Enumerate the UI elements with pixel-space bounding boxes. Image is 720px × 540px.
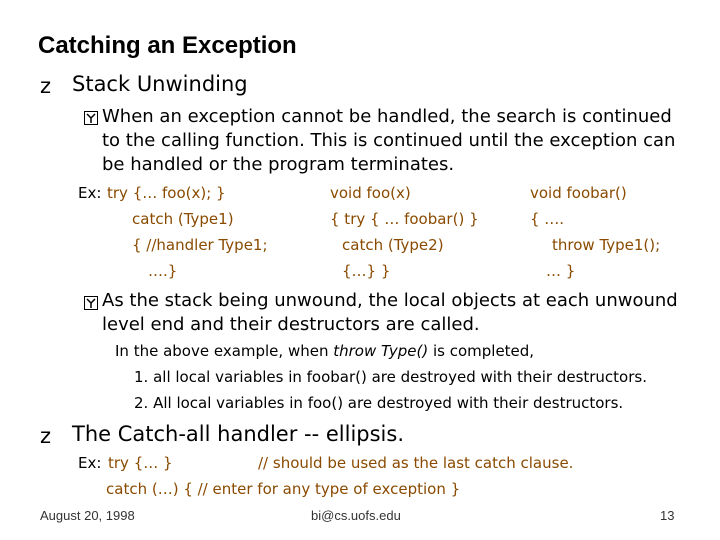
footer-date: August 20, 1998 xyxy=(40,508,135,523)
sub-bullet-line: As the stack being unwound, the local objects at each unwound xyxy=(102,290,678,311)
y-bullet-icon xyxy=(84,296,98,310)
code-line: void foo(x) xyxy=(330,184,411,202)
code-line: void foobar() xyxy=(530,184,627,202)
example-label: Ex: xyxy=(78,184,102,202)
z-bullet-icon: z xyxy=(40,74,52,98)
example-label: Ex: xyxy=(78,454,102,472)
example-intro: In the above example, when throw Type() is completed, xyxy=(115,342,535,360)
code-line: try {… } xyxy=(108,454,173,472)
code-line: catch (Type2) xyxy=(342,236,444,254)
code-comment: // should be used as the last catch clause. xyxy=(258,454,574,472)
code-line: try {… foo(x); } xyxy=(107,184,226,202)
code-line: throw Type1(); xyxy=(552,236,661,254)
sub-bullet-line: to the calling function. This is continued until the exception can xyxy=(102,130,676,151)
code-line: catch (Type1) xyxy=(132,210,234,228)
bullet-catch-all: The Catch-all handler -- ellipsis. xyxy=(72,422,405,446)
sub-bullet-line: be handled or the program terminates. xyxy=(102,154,455,175)
example-point: 1. all local variables in foobar() are destroyed with their destructors. xyxy=(134,368,647,386)
code-line: … } xyxy=(546,262,576,280)
z-bullet-icon: z xyxy=(40,424,52,448)
code-line: { //handler Type1; xyxy=(132,236,268,254)
footer-email: bi@cs.uofs.edu xyxy=(311,508,401,523)
bullet-stack-unwinding: Stack Unwinding xyxy=(72,72,248,96)
sub-bullet-line: level end and their destructors are called. xyxy=(102,314,480,335)
code-line: { …. xyxy=(530,210,565,228)
code-line: catch (…) { // enter for any type of exception } xyxy=(106,480,461,498)
sub-bullet-line: When an exception cannot be handled, the search is continued xyxy=(102,106,672,127)
page-number: 13 xyxy=(660,508,675,523)
code-line: ….} xyxy=(148,262,178,280)
code-line: {…} } xyxy=(342,262,391,280)
slide-title: Catching an Exception xyxy=(38,32,297,59)
y-bullet-icon xyxy=(84,111,98,125)
code-line: { try { … foobar() } xyxy=(330,210,479,228)
example-point: 2. All local variables in foo() are destroyed with their destructors. xyxy=(134,394,624,412)
